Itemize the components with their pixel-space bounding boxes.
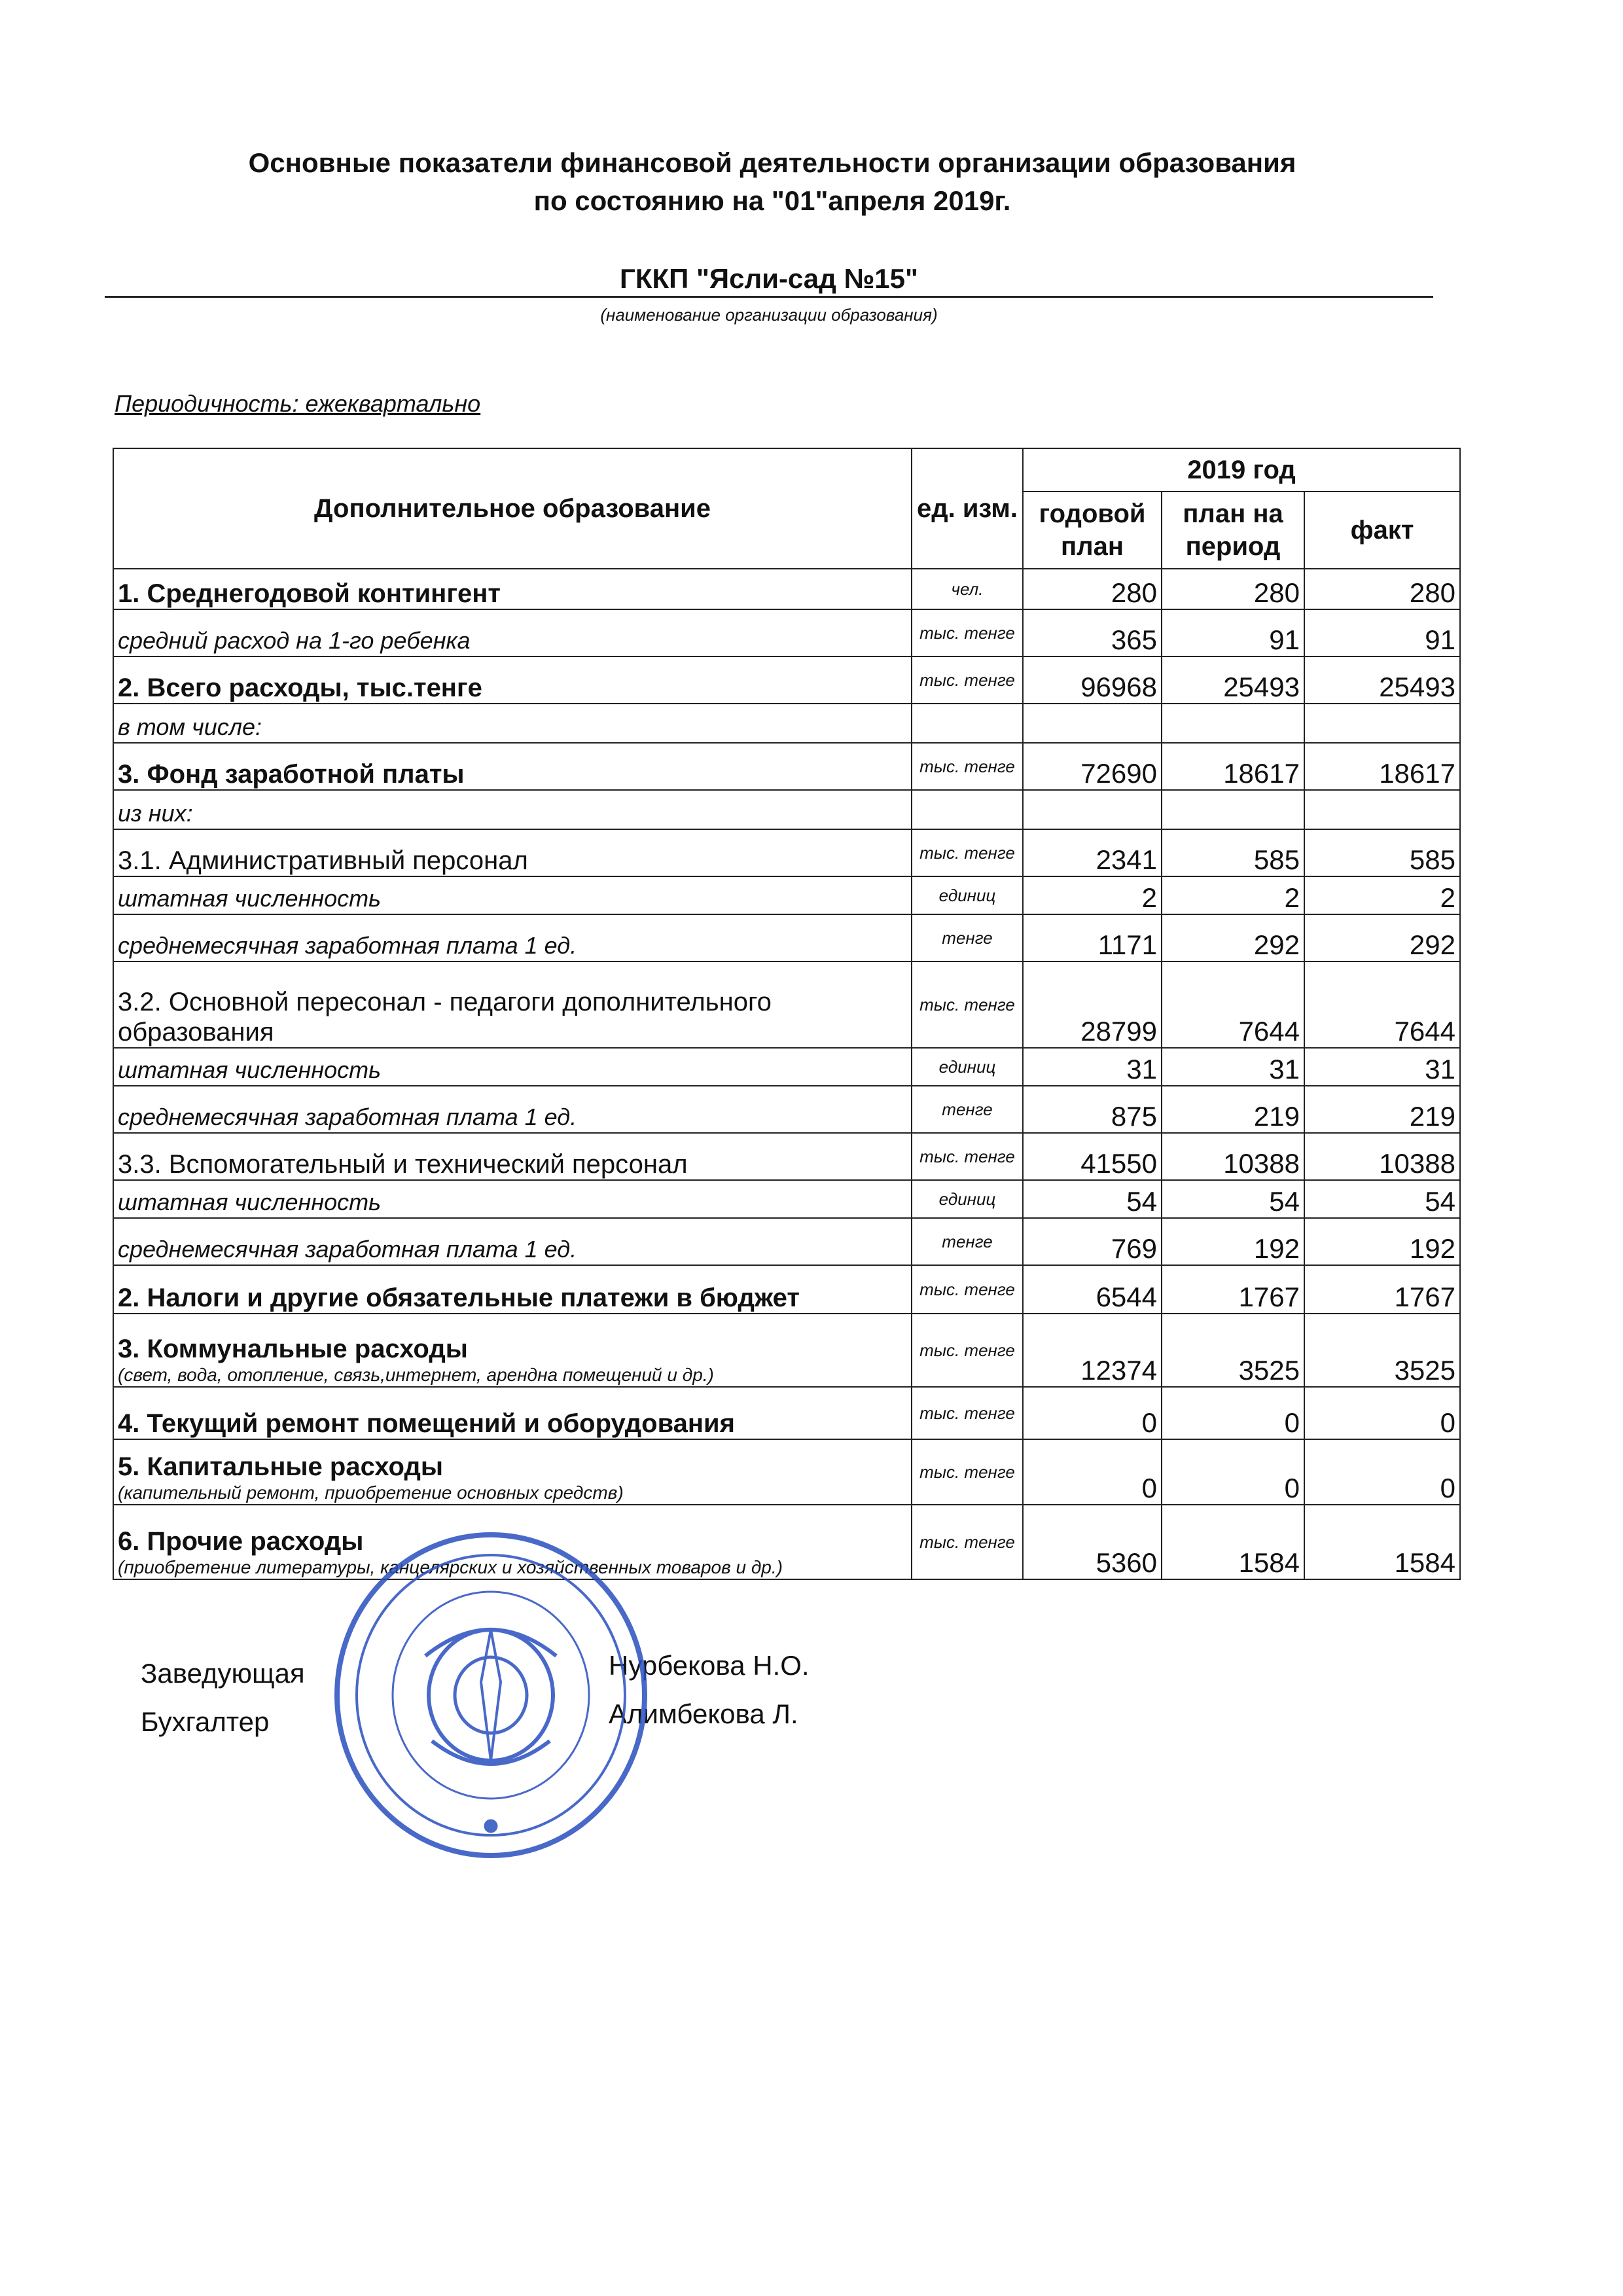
row-name [113, 790, 912, 829]
row-name-text: из них: [118, 800, 193, 827]
table-row [113, 1218, 1460, 1265]
header-name: Дополнительное образование [113, 448, 912, 569]
row-value-period: 1767 [1162, 1265, 1304, 1314]
row-name [113, 1265, 912, 1314]
row-value-period: 280 [1162, 569, 1304, 609]
table-row [113, 609, 1460, 656]
table-row [113, 1387, 1460, 1439]
row-value-fact [1304, 704, 1460, 743]
row-unit: тенге [912, 1218, 1023, 1265]
row-value-fact: 7644 [1304, 961, 1460, 1048]
row-value-period: 585 [1162, 829, 1304, 876]
row-value-period: 18617 [1162, 743, 1304, 790]
row-name [113, 961, 912, 1048]
table-row [113, 1133, 1460, 1180]
row-name [113, 1048, 912, 1086]
table-row [113, 829, 1460, 876]
row-value-annual: 769 [1023, 1218, 1162, 1265]
row-note: (приобретение литературы, канцелярских и хозяйственных товаров и др.) [118, 1557, 783, 1577]
row-value-period: 3525 [1162, 1314, 1304, 1387]
table-row [113, 1086, 1460, 1133]
row-value-fact: 91 [1304, 609, 1460, 656]
row-value-fact: 10388 [1304, 1133, 1460, 1180]
row-name [113, 569, 912, 609]
row-name-text: среднемесячная заработная плата 1 ед. [118, 1103, 577, 1130]
row-unit [912, 790, 1023, 829]
row-value-fact: 18617 [1304, 743, 1460, 790]
document-title-line2: по состоянию на "01"апреля 2019г. [533, 185, 1011, 216]
row-name [113, 1314, 912, 1387]
row-unit: тыс. тенге [912, 1439, 1023, 1505]
row-value-annual: 96968 [1023, 656, 1162, 704]
header-period-plan: план на период [1162, 492, 1304, 569]
row-value-period: 0 [1162, 1387, 1304, 1439]
row-name-text: штатная численность [118, 885, 382, 912]
row-name-text: 3.2. Основной пересонал - педагоги дополнительного образования [118, 988, 772, 1047]
row-unit: тыс. тенге [912, 1133, 1023, 1180]
row-name [113, 1387, 912, 1439]
row-value-period: 31 [1162, 1048, 1304, 1086]
table-row [113, 1048, 1460, 1086]
row-unit: единиц [912, 1180, 1023, 1218]
table-row [113, 1505, 1460, 1579]
row-value-period: 292 [1162, 914, 1304, 961]
row-value-annual: 1171 [1023, 914, 1162, 961]
row-unit [912, 704, 1023, 743]
role-director: Заведующая [141, 1658, 305, 1689]
periodicity-label: Периодичность: ежеквартально [115, 390, 481, 417]
row-name-text: 3.3. Вспомогательный и технический персонал [118, 1150, 688, 1179]
row-unit: тыс. тенге [912, 1505, 1023, 1579]
header-fact: факт [1304, 492, 1460, 569]
row-value-period [1162, 704, 1304, 743]
row-value-annual [1023, 790, 1162, 829]
row-value-fact: 25493 [1304, 656, 1460, 704]
table-row [113, 1314, 1460, 1387]
row-value-fact: 0 [1304, 1387, 1460, 1439]
row-name [113, 829, 912, 876]
row-value-annual: 54 [1023, 1180, 1162, 1218]
row-value-period [1162, 790, 1304, 829]
table-row [113, 1265, 1460, 1314]
row-value-annual: 6544 [1023, 1265, 1162, 1314]
table-row [113, 569, 1460, 609]
table-row [113, 914, 1460, 961]
header-year: 2019 год [1023, 448, 1460, 492]
row-name-text: 1. Среднегодовой контингент [118, 579, 501, 608]
row-value-annual: 0 [1023, 1387, 1162, 1439]
row-name [113, 704, 912, 743]
row-name [113, 1133, 912, 1180]
row-name-text: 5. Капитальные расходы [118, 1452, 443, 1481]
row-name-text: 3. Фонд заработной платы [118, 760, 465, 789]
row-unit: тыс. тенге [912, 743, 1023, 790]
table-row [113, 743, 1460, 790]
row-value-period: 10388 [1162, 1133, 1304, 1180]
row-name [113, 609, 912, 656]
row-unit: тыс. тенге [912, 1387, 1023, 1439]
name-accountant: Алимбекова Л. [609, 1698, 798, 1729]
row-value-fact: 280 [1304, 569, 1460, 609]
row-name-text: штатная численность [118, 1056, 382, 1083]
row-unit: единиц [912, 1048, 1023, 1086]
row-name [113, 656, 912, 704]
row-unit: тыс. тенге [912, 1314, 1023, 1387]
table-row [113, 961, 1460, 1048]
header-annual-plan: годовой план [1023, 492, 1162, 569]
row-name [113, 1218, 912, 1265]
row-value-annual: 28799 [1023, 961, 1162, 1048]
row-value-period: 1584 [1162, 1505, 1304, 1579]
row-unit: тыс. тенге [912, 829, 1023, 876]
table-row [113, 1439, 1460, 1505]
row-name-text: 3. Коммунальные расходы [118, 1335, 468, 1363]
row-name-text: 2. Всего расходы, тыс.тенге [118, 673, 482, 702]
row-unit: тыс. тенге [912, 656, 1023, 704]
row-value-period: 0 [1162, 1439, 1304, 1505]
row-value-annual: 31 [1023, 1048, 1162, 1086]
row-value-fact: 192 [1304, 1218, 1460, 1265]
row-value-annual [1023, 704, 1162, 743]
row-value-period: 219 [1162, 1086, 1304, 1133]
row-value-annual: 365 [1023, 609, 1162, 656]
row-unit: чел. [912, 569, 1023, 609]
row-name-text: 2. Налоги и другие обязательные платежи в бюджет [118, 1283, 800, 1312]
table-row [113, 704, 1460, 743]
row-name-text: в том числе: [118, 713, 262, 740]
row-value-annual: 2341 [1023, 829, 1162, 876]
organization-caption: (наименование организации образования) [600, 305, 938, 325]
row-value-fact: 292 [1304, 914, 1460, 961]
header-unit: ед. изм. [912, 448, 1023, 569]
row-value-annual: 12374 [1023, 1314, 1162, 1387]
row-value-period: 25493 [1162, 656, 1304, 704]
row-name-text: среднемесячная заработная плата 1 ед. [118, 932, 577, 959]
row-value-fact: 219 [1304, 1086, 1460, 1133]
row-unit: тенге [912, 914, 1023, 961]
row-unit: единиц [912, 876, 1023, 914]
name-director: Нурбекова Н.О. [609, 1650, 810, 1681]
row-value-fact: 54 [1304, 1180, 1460, 1218]
row-name [113, 743, 912, 790]
row-value-annual: 5360 [1023, 1505, 1162, 1579]
row-value-fact: 1584 [1304, 1505, 1460, 1579]
row-unit: тыс. тенге [912, 1265, 1023, 1314]
row-name-text: 3.1. Административный персонал [118, 846, 528, 875]
row-value-period: 7644 [1162, 961, 1304, 1048]
row-value-fact: 1767 [1304, 1265, 1460, 1314]
row-value-period: 54 [1162, 1180, 1304, 1218]
signature-roles [141, 1649, 305, 1746]
table-body [113, 569, 1460, 1579]
row-name [113, 1180, 912, 1218]
row-unit: тыс. тенге [912, 961, 1023, 1048]
document-title-line1: Основные показатели финансовой деятельности организации образования [248, 147, 1296, 178]
row-value-annual: 875 [1023, 1086, 1162, 1133]
role-accountant: Бухгалтер [141, 1706, 270, 1737]
row-value-annual: 41550 [1023, 1133, 1162, 1180]
organization-underline [105, 296, 1433, 298]
row-unit: тыс. тенге [912, 609, 1023, 656]
row-name-text: средний расход на 1-го ребенка [118, 627, 471, 654]
row-name-text: 6. Прочие расходы [118, 1527, 364, 1556]
row-note: (свет, вода, отопление, связь,интернет, арендна помещений и др.) [118, 1365, 714, 1385]
row-value-annual: 2 [1023, 876, 1162, 914]
row-value-annual: 280 [1023, 569, 1162, 609]
row-name [113, 914, 912, 961]
table-row [113, 876, 1460, 914]
row-name [113, 1086, 912, 1133]
row-name [113, 876, 912, 914]
row-unit: тенге [912, 1086, 1023, 1133]
row-value-annual: 0 [1023, 1439, 1162, 1505]
row-value-fact [1304, 790, 1460, 829]
row-value-period: 91 [1162, 609, 1304, 656]
row-value-fact: 3525 [1304, 1314, 1460, 1387]
row-name-text: среднемесячная заработная плата 1 ед. [118, 1236, 577, 1263]
row-value-period: 2 [1162, 876, 1304, 914]
row-name-text: 4. Текущий ремонт помещений и оборудования [118, 1409, 735, 1438]
financial-indicators-table [113, 448, 1461, 1580]
row-value-fact: 31 [1304, 1048, 1460, 1086]
table-row [113, 790, 1460, 829]
row-value-fact: 0 [1304, 1439, 1460, 1505]
row-value-fact: 2 [1304, 876, 1460, 914]
row-value-fact: 585 [1304, 829, 1460, 876]
row-name-text: штатная численность [118, 1189, 382, 1215]
row-note: (капительный ремонт, приобретение основных средств) [118, 1482, 624, 1503]
table-row [113, 1180, 1460, 1218]
row-name [113, 1439, 912, 1505]
row-value-period: 192 [1162, 1218, 1304, 1265]
table-row [113, 656, 1460, 704]
official-stamp-seal [327, 1525, 654, 1865]
row-value-annual: 72690 [1023, 743, 1162, 790]
organization-name: ГККП "Ясли-сад №15" [620, 263, 918, 294]
